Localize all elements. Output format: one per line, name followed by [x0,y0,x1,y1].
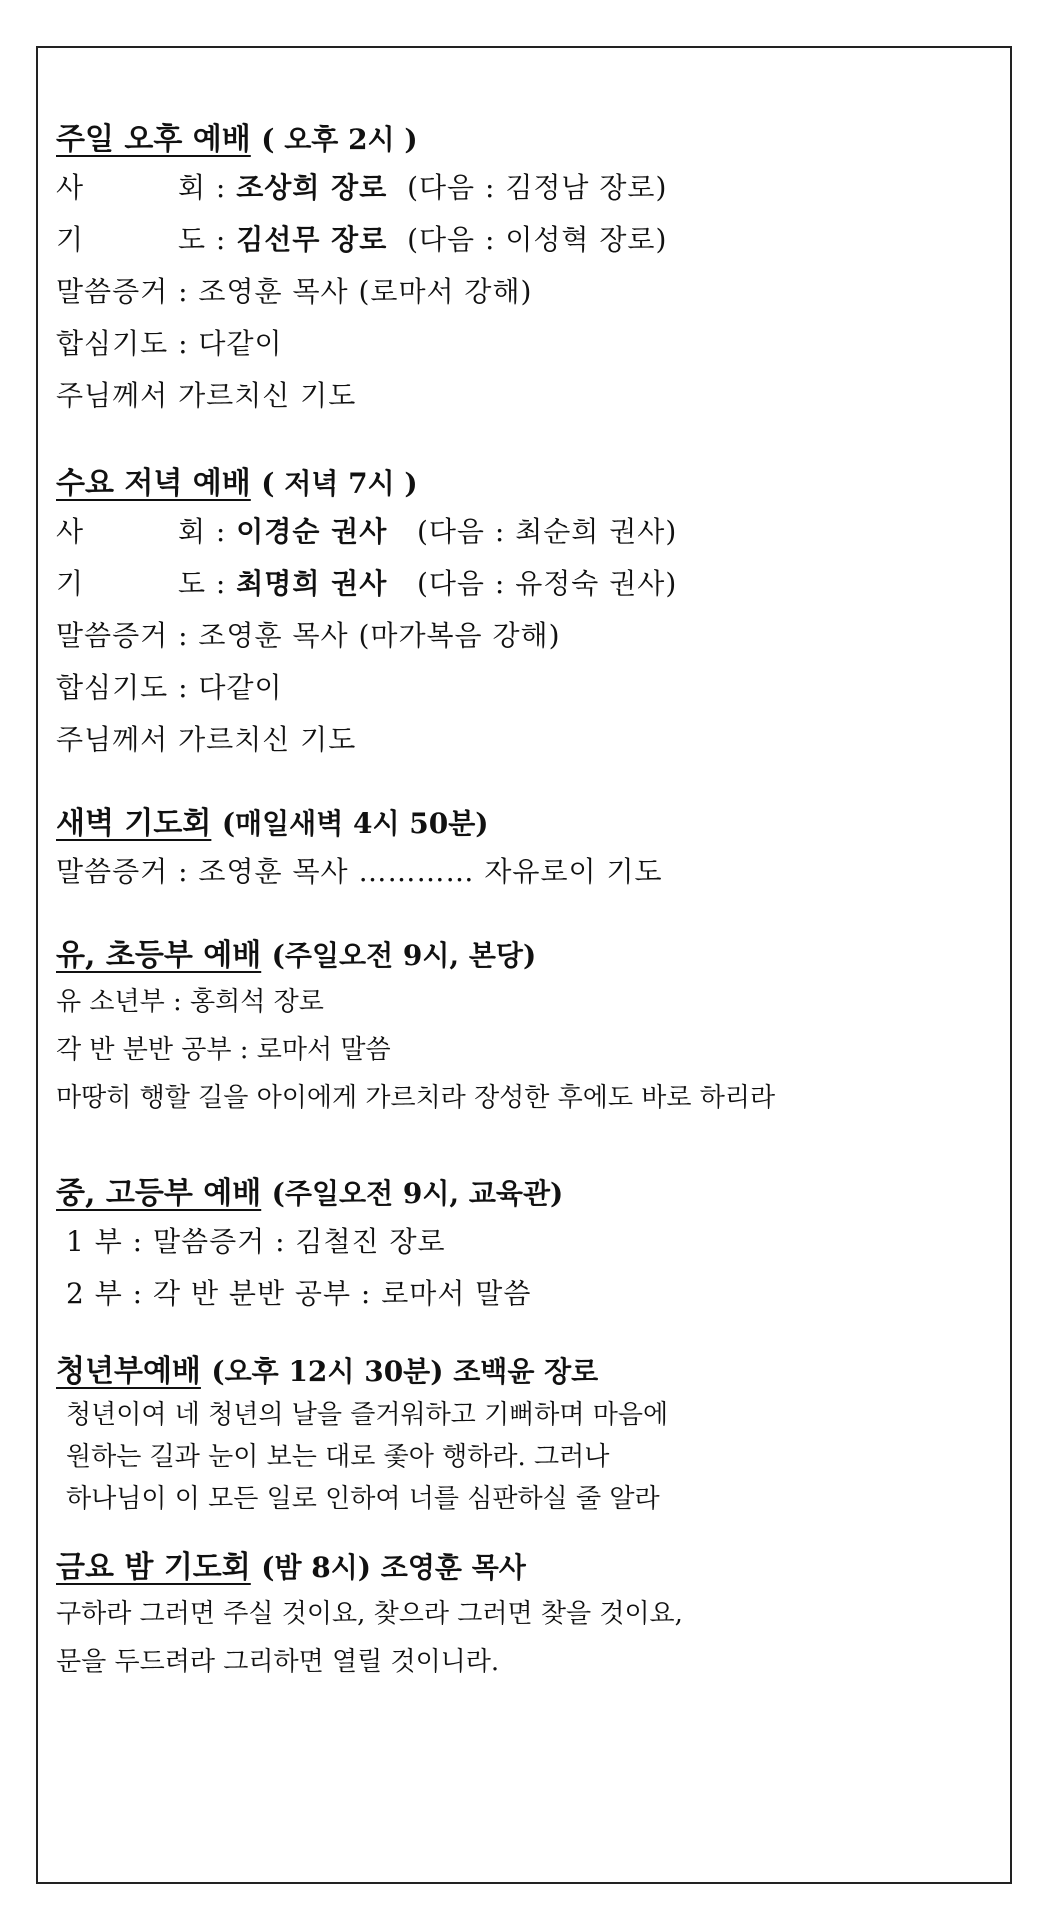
host-name: 조상희 장로 [236,171,388,204]
section-heading [56,934,966,978]
section-title: 금요 밤 기도회 [56,1550,251,1585]
section-heading [56,462,966,506]
label-char: 기 [56,567,85,600]
section-time: ( 오후 2시 ) [261,123,418,156]
section-title: 중, 고등부 예배 [56,1176,262,1211]
section-heading [56,1172,966,1216]
section-title: 청년부예배 [56,1354,201,1389]
text-line: 말씀증거 : 조영훈 목사 (마가복음 강해) [56,619,561,652]
label-char: 사 [56,515,85,548]
section-heading [56,118,966,162]
section-time: (주일오전 9시, 본당) [271,939,537,972]
section-youth-service [56,1172,966,1320]
row-prayer [56,558,966,610]
text-line: 각 반 분반 공부 : 로마서 말씀 [56,1035,391,1065]
section-kids-service [56,934,966,1122]
label-char: 회 [177,515,206,548]
next-host: (다음 : 최순희 권사) [416,515,678,548]
text-line: 말씀증거 : 조영훈 목사 (로마서 강해) [56,275,533,308]
label-char: 기 [56,223,85,256]
next-host: (다음 : 김정남 장로) [407,171,668,204]
text-line: 주님께서 가르치신 기도 [56,379,357,412]
section-time: ( 저녁 7시 ) [261,467,418,500]
text-line: 원하는 길과 눈이 보는 대로 좇아 행하라. 그러나 [66,1442,610,1472]
label-char: 사 [56,171,85,204]
section-time: (매일새벽 4시 50분) [221,807,489,840]
next-prayer: (다음 : 유정숙 권사) [416,567,678,600]
text-line: 문을 두드려라 그리하면 열릴 것이니라. [56,1647,500,1677]
section-title: 주일 오후 예배 [56,122,251,157]
bulletin-content [56,64,966,1686]
text-line: 청년이여 네 청년의 날을 즐거워하고 기뻐하며 마음에 [66,1400,669,1430]
host-name: 이경순 권사 [236,515,388,548]
row-prayer [56,214,966,266]
text-line: 유 소년부 : 홍희석 장로 [56,987,324,1017]
text-line: 말씀증거 : 조영훈 목사 ………… 자유로이 기도 [56,855,663,888]
colon: : [215,567,227,600]
section-sunday-afternoon [56,118,966,422]
prayer-name: 김선무 장로 [236,223,388,256]
next-prayer: (다음 : 이성혁 장로) [407,223,668,256]
section-title: 수요 저녁 예배 [56,466,251,501]
section-heading [56,1546,966,1590]
section-heading [56,802,966,846]
text-line: 주님께서 가르치신 기도 [56,723,357,756]
section-young-adult-service [56,1350,966,1520]
row-host [56,506,966,558]
colon: : [215,171,227,204]
section-time: (밤 8시) 조영훈 목사 [261,1551,526,1584]
row-host [56,162,966,214]
label-char: 회 [177,171,206,204]
prayer-name: 최명희 권사 [236,567,388,600]
text-line: 합심기도 : 다같이 [56,671,283,704]
section-dawn-prayer [56,802,966,898]
label-char: 도 [177,567,206,600]
colon: : [215,223,227,256]
label-char: 도 [177,223,206,256]
colon: : [215,515,227,548]
section-title: 유, 초등부 예배 [56,938,262,973]
section-heading [56,1350,966,1394]
text-line: 마땅히 행할 길을 아이에게 가르치라 장성한 후에도 바로 하리라 [56,1083,776,1113]
section-friday-night-prayer [56,1546,966,1686]
section-time: (오후 12시 30분) 조백윤 장로 [211,1355,599,1388]
text-line: 하나님이 이 모든 일로 인하여 너를 심판하실 줄 알라 [66,1484,660,1514]
text-line: 합심기도 : 다같이 [56,327,283,360]
section-title: 새벽 기도회 [56,806,212,841]
text-line: 구하라 그러면 주실 것이요, 찾으라 그러면 찾을 것이요, [56,1599,683,1629]
text-line: 1 부 : 말씀증거 : 김철진 장로 [66,1225,446,1258]
section-time: (주일오전 9시, 교육관) [271,1177,564,1210]
text-line: 2 부 : 각 반 분반 공부 : 로마서 말씀 [66,1277,532,1310]
section-wednesday-evening [56,462,966,766]
